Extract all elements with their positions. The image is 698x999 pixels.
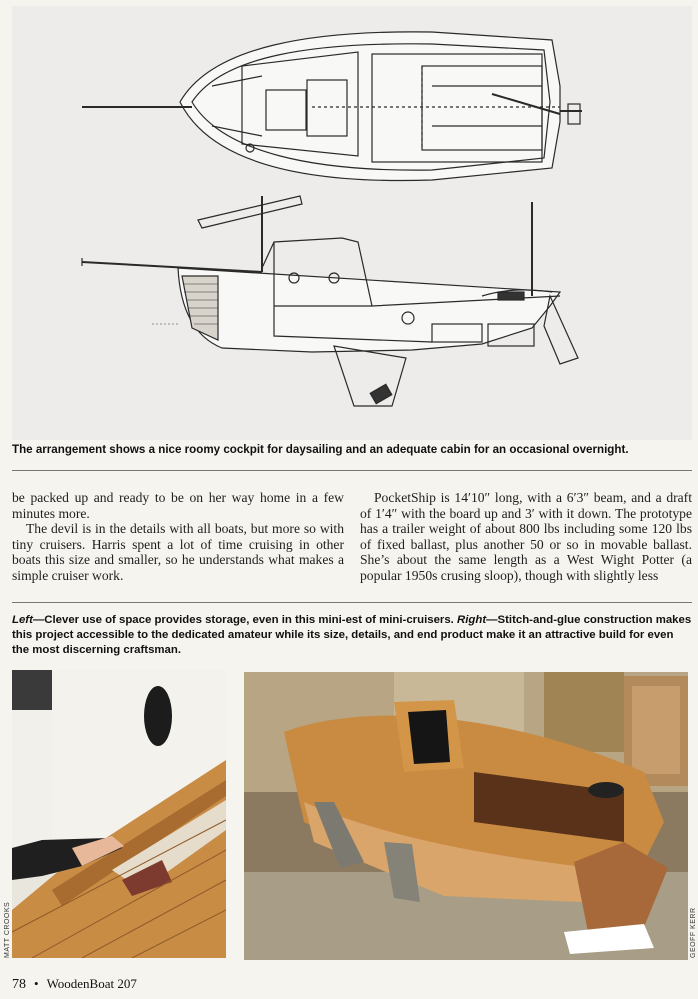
body-right-column	[360, 490, 692, 584]
body-paragraph: The devil is in the details with all boats, but more so with tiny cruisers. Harris spent a lot of time cruising in other boats this size and smaller, so he understands what makes a simple cruiser work.	[12, 521, 344, 583]
footer-bullet: •	[34, 976, 39, 991]
caption-right-text: —Stitch-and-glue construction makes this project accessible to the dedicated amateur while its size, details, and end product make it an attractive build for even the most discerning craftsman.	[12, 614, 692, 656]
body-left-column	[12, 490, 344, 584]
drawing-caption: The arrangement shows a nice roomy cockpit for daysailing and an adequate cabin for an occasional overnight.	[12, 443, 629, 456]
photo-caption	[12, 613, 692, 658]
storage-photo	[12, 670, 226, 958]
publication-name: WoodenBoat 207	[46, 976, 137, 991]
page-footer	[12, 976, 137, 993]
left-photo-credit: MATT CROOKS	[4, 901, 11, 958]
caption-left-label: Left	[12, 614, 33, 626]
body-paragraph: be packed up and ready to be on her way home in a few minutes more.	[12, 490, 344, 521]
caption-rule	[12, 470, 692, 471]
caption-left-text: —Clever use of space provides storage, even in this mini-est of mini-cruisers.	[32, 614, 454, 626]
boat-plan-drawing	[12, 6, 692, 440]
body-paragraph: PocketShip is 14′10″ long, with a 6′3″ beam, and a draft of 1′4″ with the board up and 3′ with it down. The prototype has a trailer weight of about 800 lbs including some 120 lbs of fixed ballast, plus another 50 or so in movable ballast. She’s about the same length as a West Wight Potter (a popular 1950s crusing sloop), though with slightly less	[360, 490, 692, 583]
caption-right-label: Right	[457, 614, 487, 626]
prototype-photo	[244, 672, 688, 960]
section-rule	[12, 602, 692, 603]
page-number: 78	[12, 977, 26, 992]
right-photo-credit: GEOFF KERR	[690, 907, 697, 958]
